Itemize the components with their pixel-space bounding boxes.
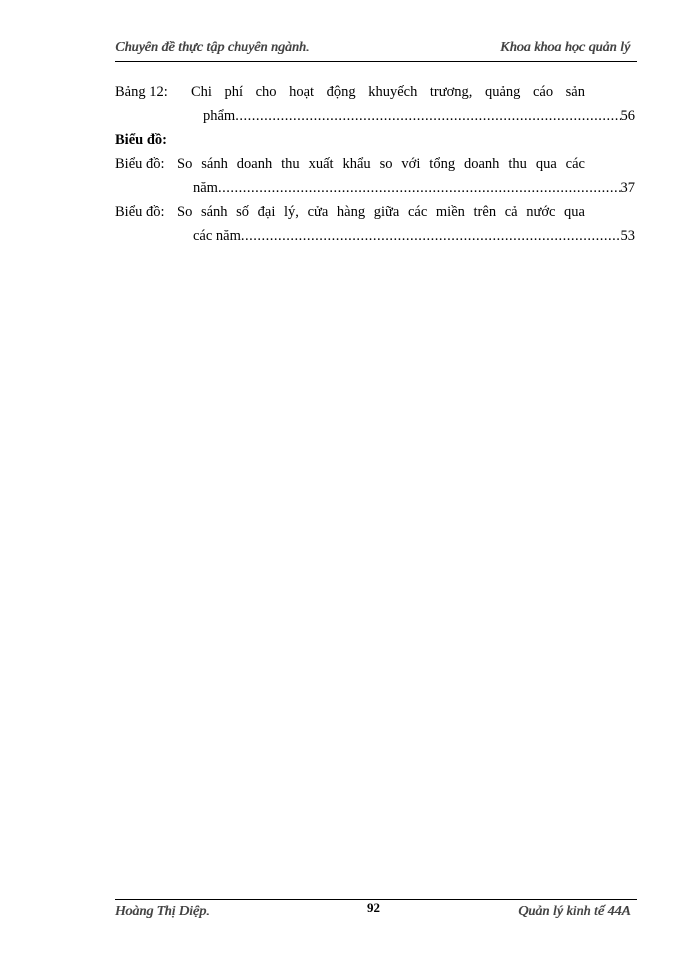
toc-entry-title-cont: phẩm bbox=[203, 108, 236, 124]
page-header bbox=[115, 40, 635, 60]
toc-entry-title-cont: năm bbox=[193, 180, 218, 196]
table-of-contents bbox=[115, 80, 635, 248]
footer-class: Quản lý kinh tế 44A bbox=[518, 904, 630, 919]
toc-entry-title-cont: các năm bbox=[193, 228, 241, 244]
toc-entry-label: Biểu đồ: bbox=[115, 204, 165, 220]
toc-entry-label: Biểu đồ: bbox=[115, 156, 165, 172]
toc-entry-title: So sánh số đại lý, cửa hàng giữa các miền trên cả nước qua bbox=[177, 204, 585, 220]
section-heading-charts: Biểu đồ: bbox=[115, 132, 167, 148]
toc-entry-title: So sánh doanh thu xuất khẩu so với tổng doanh thu qua các bbox=[177, 156, 585, 172]
header-divider bbox=[115, 61, 637, 62]
toc-entry[interactable] bbox=[115, 80, 635, 128]
header-department: Khoa khoa học quản lý bbox=[500, 40, 630, 55]
page-footer bbox=[115, 902, 635, 924]
page-number: 92 bbox=[367, 900, 380, 915]
toc-page-number: 53 bbox=[620, 228, 635, 244]
toc-page-number: 37 bbox=[620, 180, 635, 196]
toc-entry-label: Bảng 12: bbox=[115, 84, 168, 100]
toc-page-number: 56 bbox=[620, 108, 635, 124]
toc-entry-title: Chi phí cho hoạt động khuyếch trương, quảng cáo sản bbox=[191, 84, 585, 100]
dot-leader bbox=[235, 104, 620, 128]
footer-author: Hoàng Thị Diệp. bbox=[115, 904, 210, 919]
toc-entry[interactable] bbox=[115, 152, 635, 200]
header-title: Chuyên đề thực tập chuyên ngành. bbox=[115, 40, 310, 55]
dot-leader bbox=[218, 176, 621, 200]
toc-entry[interactable] bbox=[115, 200, 635, 248]
dot-leader bbox=[241, 224, 621, 248]
